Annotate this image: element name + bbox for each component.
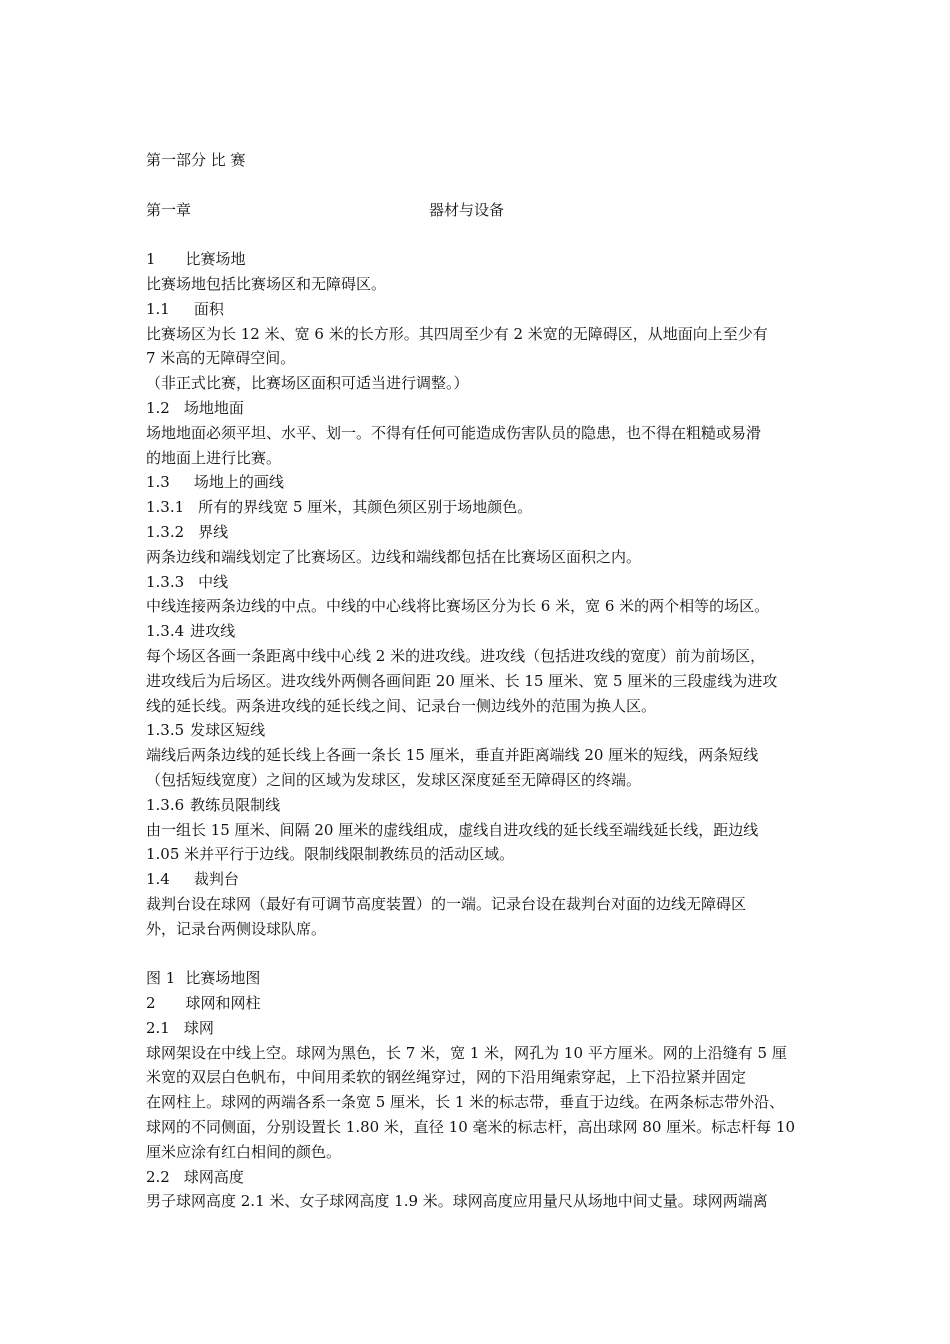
paragraph-line: 比赛场区为长 12 米、宽 6 米的长方形。其四周至少有 2 米宽的无障碍区，从地面向上至少有 — [146, 324, 768, 343]
document-content — [146, 148, 826, 1214]
paragraph-line: 线的延长线。两条进攻线的延长线之间、记录台一侧边线外的范围为换人区。 — [146, 696, 657, 715]
section-title: 进攻线 — [190, 622, 236, 641]
section-number: 1.3.4 — [146, 622, 185, 641]
section-heading-2 — [146, 991, 826, 1016]
paragraph-line: （包括短线宽度）之间的区域为发球区，发球区深度延至无障碍区的终端。 — [146, 770, 642, 789]
paragraph-line: 比赛场地包括比赛场区和无障碍区。 — [146, 274, 387, 293]
section-title: 界线 — [198, 522, 229, 541]
section-heading-1-3-1 — [146, 495, 826, 520]
section-heading-1-3-6 — [146, 793, 826, 818]
section-heading-1-3-2 — [146, 520, 826, 545]
section-number: 1.2 — [146, 398, 170, 417]
section-number: 1.3.5 — [146, 721, 185, 740]
section-number: 1.3.6 — [146, 795, 185, 814]
section-heading-1-3-5 — [146, 718, 826, 743]
section-number: 1.4 — [146, 870, 170, 889]
section-heading-1-3-3 — [146, 570, 826, 595]
paragraph-line: 球网的不同侧面，分别设置长 1.80 米，直径 10 毫米的标志杆，高出球网 80 厘米。标志杆每 10 — [146, 1118, 796, 1137]
figure-caption — [146, 966, 826, 991]
paragraph-line: 由一组长 15 厘米、间隔 20 厘米的虚线组成，虚线自进攻线的延长线至端线延长线，距边线 — [146, 820, 759, 839]
paragraph-line: 的地面上进行比赛。 — [146, 448, 282, 467]
section-title: 球网和网柱 — [185, 994, 261, 1013]
part-title: 第一部分 比 赛 — [146, 151, 246, 169]
section-title: 球网高度 — [183, 1167, 244, 1186]
paragraph-line: 进攻线后为后场区。进攻线外两侧各画间距 20 厘米、长 15 厘米、宽 5 厘米的三段虚线为进攻 — [146, 671, 778, 690]
paragraph-line: 场地地面必须平坦、水平、划一。不得有任何可能造成伤害队员的隐患，也不得在粗糙或易滑 — [146, 423, 762, 442]
paragraph-line: 球网架设在中线上空。球网为黑色，长 7 米，宽 1 米，网孔为 10 平方厘米。网的上沿缝有 5 厘 — [146, 1043, 787, 1062]
section-heading-2-2 — [146, 1165, 826, 1190]
figure-title: 比赛场地图 — [185, 969, 261, 988]
section-number: 1 — [146, 250, 156, 269]
paragraph-line: 两条边线和端线划定了比赛场区。边线和端线都包括在比赛场区面积之内。 — [146, 547, 642, 566]
paragraph-line: 1.05 米并平行于边线。限制线限制教练员的活动区域。 — [146, 845, 515, 864]
chapter-heading — [146, 198, 826, 223]
paragraph-line: 7 米高的无障碍空间。 — [146, 349, 296, 368]
paragraph-line: 中线连接两条边线的中点。中线的中心线将比赛场区分为长 6 米，宽 6 米的两个相等的场区。 — [146, 597, 770, 616]
paragraph-line: 裁判台设在球网（最好有可调节高度装置）的一端。记录台设在裁判台对面的边线无障碍区 — [146, 894, 747, 913]
section-text: 所有的界线宽 5 厘米，其颜色须区别于场地颜色。 — [198, 498, 533, 517]
section-heading-1-2 — [146, 396, 826, 421]
section-title: 场地地面 — [183, 398, 244, 417]
section-title: 裁判台 — [193, 870, 239, 889]
section-number: 1.3.3 — [146, 572, 185, 591]
section-title: 球网 — [183, 1018, 214, 1037]
figure-number: 图 1 — [146, 969, 176, 988]
section-number: 1.3.2 — [146, 522, 185, 541]
section-number: 2.2 — [146, 1167, 170, 1186]
section-title: 中线 — [198, 572, 229, 591]
section-number: 2 — [146, 994, 156, 1013]
section-heading-1 — [146, 247, 826, 272]
chapter-title: 器材与设备 — [429, 200, 505, 219]
section-heading-1-4 — [146, 867, 826, 892]
section-title: 面积 — [193, 299, 224, 318]
paragraph-line: 厘米应涂有红白相间的颜色。 — [146, 1142, 342, 1161]
section-title: 发球区短线 — [190, 721, 266, 740]
section-title: 比赛场地 — [185, 250, 246, 269]
section-heading-1-1 — [146, 297, 826, 322]
paragraph-line: （非正式比赛，比赛场区面积可适当进行调整。） — [146, 374, 469, 393]
section-number: 1.1 — [146, 299, 170, 318]
paragraph-line: 米宽的双层白色帆布，中间用柔软的钢丝绳穿过，网的下沿用绳索穿起，上下沿拉紧并固定 — [146, 1068, 747, 1087]
paragraph-line: 每个场区各画一条距离中线中心线 2 米的进攻线。进攻线（包括进攻线的宽度）前为前场区， — [146, 646, 766, 665]
paragraph-line: 男子球网高度 2.1 米、女子球网高度 1.9 米。球网高度应用量尺从场地中间丈量。球网两端离 — [146, 1192, 768, 1211]
section-number: 1.3 — [146, 473, 170, 492]
paragraph-line: 在网柱上。球网的两端各系一条宽 5 厘米，长 1 米的标志带，垂直于边线。在两条标志带外沿、 — [146, 1093, 785, 1112]
paragraph-line: 外，记录台两侧设球队席。 — [146, 919, 327, 938]
section-title: 场地上的画线 — [193, 473, 284, 492]
section-heading-1-3 — [146, 470, 826, 495]
section-number: 1.3.1 — [146, 498, 185, 517]
section-heading-1-3-4 — [146, 619, 826, 644]
section-number: 2.1 — [146, 1018, 170, 1037]
paragraph-line: 端线后两条边线的延长线上各画一条长 15 厘米，垂直并距离端线 20 厘米的短线，两条短线 — [146, 746, 759, 765]
chapter-number: 第一章 — [146, 200, 192, 219]
section-heading-2-1 — [146, 1016, 826, 1041]
section-title: 教练员限制线 — [190, 795, 281, 814]
